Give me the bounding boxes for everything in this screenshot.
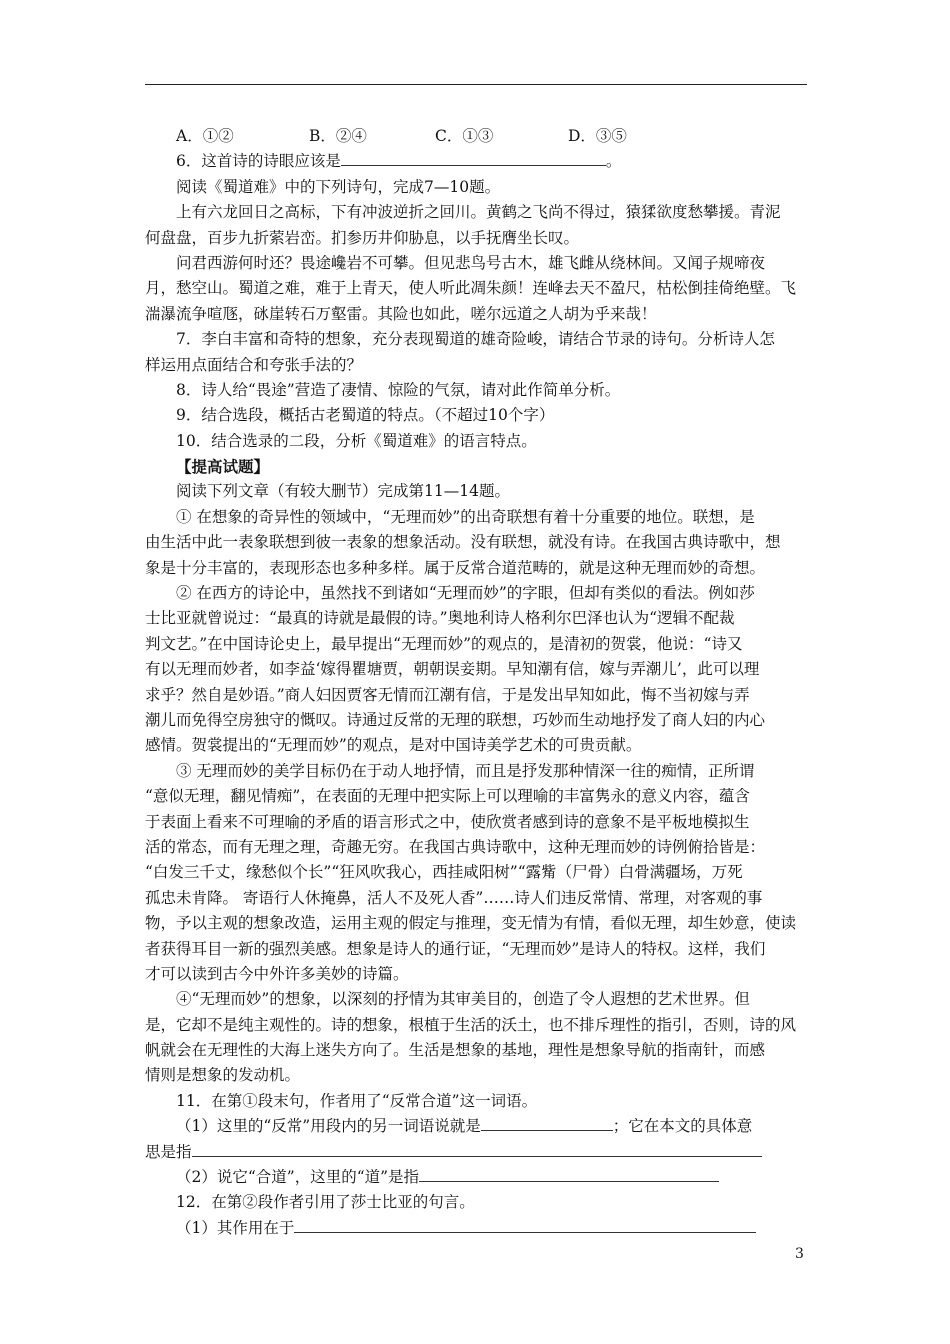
essay-line: ① 在想象的奇异性的领域中，“无理而妙”的出奇联想有着十分重要的地位。联想，是 xyxy=(176,507,755,526)
option-a: A．①② xyxy=(176,127,234,145)
question-11-1-text-b: ；它在本文的具体意 xyxy=(612,1117,753,1136)
option-c: C．①③ xyxy=(435,127,494,145)
essay-line: 情则是想象的发动机。 xyxy=(145,1066,301,1085)
essay-line: 求乎？然自是妙语。”商人妇因贾客无情而江潮有信，于是发出早知如此，悔不当初嫁与弄 xyxy=(145,685,750,704)
essay-line: 于表面上看来不可理喻的矛盾的语言形式之中，使欣赏者感到诗的意象不是平板地模拟生 xyxy=(145,812,750,831)
reading-intro-2: 阅读下列文章（有较大删节）完成第11—14题。 xyxy=(176,482,510,501)
choice-options xyxy=(145,124,807,149)
essay-line: 物，予以主观的想象改造，运用主观的假定与推理，变无情为有情，看似无理，却生妙意，使读 xyxy=(145,914,797,933)
header-rule xyxy=(145,84,807,85)
essay-line: 士比亚就曾说过：“最真的诗就是最假的诗。”奥地利诗人格利尔巴泽也认为“逻辑不配裁 xyxy=(145,609,735,628)
question-11-1-cont xyxy=(145,1140,807,1165)
answer-blank xyxy=(192,1140,762,1157)
poem-line: 月，愁空山。蜀道之难，难于上青天，使人听此凋朱颜！连峰去天不盈尺，枯松倒挂倚绝壁。飞 xyxy=(145,279,797,298)
answer-blank xyxy=(294,1216,756,1233)
question-12-1-text: （1）其作用在于 xyxy=(176,1218,295,1237)
essay-line: 孤忠未肯降。 寄语行人休掩鼻，活人不及死人香”……诗人们违反常情、常理，对客观的事 xyxy=(145,888,763,907)
page-number: 3 xyxy=(795,1246,804,1262)
question-11-2-text: （2）说它“合道”，这里的“道”是指 xyxy=(176,1168,420,1187)
page-content xyxy=(145,124,807,1241)
option-d: D．③⑤ xyxy=(568,127,627,145)
question-11-1-text-c: 思是指 xyxy=(145,1142,192,1161)
reading-intro: 阅读《蜀道难》中的下列诗句，完成7—10题。 xyxy=(176,177,501,196)
essay-line: 活的常态，而有无理之理，奇趣无穷。在我国古典诗歌中，这种无理而妙的诗例俯拾皆是： xyxy=(145,837,766,856)
question-12: 12．在第②段作者引用了莎士比亚的句言。 xyxy=(176,1193,475,1212)
question-6 xyxy=(145,149,807,174)
question-7: 7．李白丰富和奇特的想象，充分表现蜀道的雄奇险峻，请结合节录的诗句。分析诗人怎 xyxy=(176,330,775,349)
section-title: 【提高试题】 xyxy=(176,457,270,477)
question-6-text: 6．这首诗的诗眼应该是 xyxy=(176,152,341,171)
question-11-1 xyxy=(145,1114,807,1139)
option-b: B．②④ xyxy=(309,127,367,145)
question-7-cont: 样运用点面结合和夸张手法的？ xyxy=(145,355,363,374)
answer-blank xyxy=(481,1114,613,1131)
question-6-end: 。 xyxy=(605,152,622,171)
question-12-1 xyxy=(145,1216,807,1241)
essay-line: “白发三千丈，缘愁似个长”“狂风吹我心，西挂咸阳树”“露觜（尸骨）白骨满疆场，万死 xyxy=(145,863,743,882)
essay-line: 才可以读到古今中外许多美妙的诗篇。 xyxy=(145,964,409,983)
question-8: 8．诗人给“畏途”营造了凄情、惊险的气氛，请对此作简单分析。 xyxy=(176,380,621,399)
essay-line: 判文艺。”在中国诗论史上，最早提出“无理而妙”的观点的，是清初的贺裳，他说：“诗又 xyxy=(145,634,743,653)
essay-line: ③ 无理而妙的美学目标仍在于动人地抒情，而且是抒发那种情深一往的痴情，正所谓 xyxy=(176,761,755,780)
question-11: 11．在第①段末句，作者用了“反常合道”这一词语。 xyxy=(176,1091,538,1110)
poem-line: 何盘盘，百步九折萦岩峦。扪参历井仰胁息，以手抚膺坐长叹。 xyxy=(145,228,580,247)
answer-blank xyxy=(341,149,606,166)
essay-line: 感情。贺裳提出的“无理而妙”的观点，是对中国诗美学艺术的可贵贡献。 xyxy=(145,736,642,755)
poem-line: 上有六龙回日之高标，下有冲波逆折之回川。黄鹤之飞尚不得过，猿猱欲度愁攀援。青泥 xyxy=(176,203,781,222)
essay-line: ② 在西方的诗论中，虽然找不到诸如“无理而妙”的字眼，但却有类似的看法。例如莎 xyxy=(176,584,755,603)
essay-line: 者获得耳目一新的强烈美感。想象是诗人的通行证，“无理而妙”是诗人的特权。这样，我们 xyxy=(145,939,766,958)
question-11-1-text: （1）这里的“反常”用段内的另一词语说就是 xyxy=(176,1117,481,1136)
question-10: 10．结合选录的二段，分析《蜀道难》的语言特点。 xyxy=(176,431,537,450)
essay-line: 有以无理而妙者，如李益‘嫁得瞿塘贾，朝朝误妾期。早知潮有信，嫁与弄潮儿’，此可以理 xyxy=(145,660,760,679)
question-9: 9．结合选段，概括古老蜀道的特点。（不超过10个字） xyxy=(176,406,555,425)
essay-line: 帆就会在无理性的大海上迷失方向了。生活是想象的基地，理性是想象导航的指南针，而感 xyxy=(145,1041,766,1060)
essay-line: 是，它却不是纯主观性的。诗的想象，根植于生活的沃土，也不排斥理性的指引，否则，诗的风 xyxy=(145,1015,797,1034)
essay-line: ④“无理而妙”的想象，以深刻的抒情为其审美目的，创造了令人遐想的艺术世界。但 xyxy=(176,990,750,1009)
essay-line: “意似无理，翻见情痴”，在表面的无理中把实际上可以理喻的丰富隽永的意义内容，蕴含 xyxy=(145,787,750,806)
poem-line: 问君西游何时还？畏途巉岩不可攀。但见悲鸟号古木，雄飞雌从绕林间。又闻子规啼夜 xyxy=(176,253,766,272)
essay-line: 由生活中此一表象联想到彼一表象的想象活动。没有联想，就没有诗。在我国古典诗歌中，想 xyxy=(145,533,781,552)
answer-blank xyxy=(419,1165,719,1182)
poem-line: 湍瀑流争喧豗，砯崖转石万壑雷。其险也如此，嗟尔远道之人胡为乎来哉！ xyxy=(145,304,657,323)
essay-line: 潮儿而免得空房独守的慨叹。诗通过反常的无理的联想，巧妙而生动地抒发了商人妇的内心 xyxy=(145,710,766,729)
essay-line: 象是十分丰富的，表现形态也多种多样。属于反常合道范畴的，就是这种无理而妙的奇想。 xyxy=(145,558,766,577)
question-11-2 xyxy=(145,1165,807,1190)
